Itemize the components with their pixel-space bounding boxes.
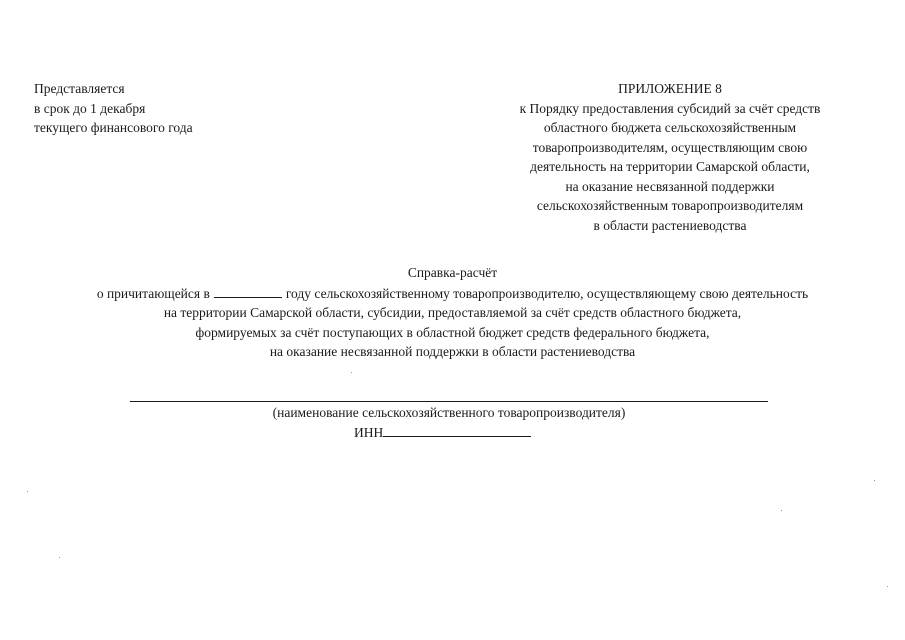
certificate-line-4: на оказание несвязанной поддержки в области растениеводства [269, 344, 636, 359]
inn-row [354, 422, 531, 443]
deadline-line: текущего финансового года [34, 120, 193, 135]
appendix-line: деятельность на территории Самарской области, [530, 159, 810, 174]
producer-name-caption: (наименование сельскохозяйственного товаропроизводителя) [272, 405, 626, 420]
appendix-line: в области растениеводства [593, 217, 747, 233]
appendix-line: на оказание несвязанной поддержки [565, 178, 775, 194]
scan-speck [781, 510, 782, 511]
certificate-line-1 [0, 283, 905, 304]
deadline-line: в срок до 1 декабря [34, 100, 146, 116]
inn-blank [383, 422, 531, 437]
certificate-line-3: формируемых за счёт поступающих в областной бюджет средств федерального бюджета, [195, 324, 710, 340]
deadline-line: Представляется [34, 81, 125, 96]
appendix-title: ПРИЛОЖЕНИЕ 8 [618, 81, 722, 96]
certificate-title-block [0, 263, 905, 362]
appendix-line: к Порядку предоставления субсидий за счёт средств [519, 100, 821, 116]
appendix-line: областного бюджета сельскохозяйственным [543, 120, 797, 135]
scan-speck [59, 557, 60, 558]
appendix-line: товаропроизводителям, осуществляющим свою [532, 139, 808, 155]
certificate-line-2: на территории Самарской области, субсидии, предоставляемой за счёт средств областного бюджета, [163, 305, 742, 320]
year-blank [214, 283, 282, 298]
inn-label: ИНН [354, 425, 384, 440]
scan-speck [27, 491, 28, 492]
scan-speck [351, 372, 352, 373]
scan-speck [887, 586, 888, 587]
appendix-line: сельскохозяйственным товаропроизводителям [536, 198, 804, 213]
scan-speck [874, 480, 875, 481]
deadline-note [34, 79, 193, 138]
certificate-line-1-suffix: году сельскохозяйственному товаропроизводителю, осуществляющему свою деятельность [285, 285, 809, 301]
certificate-line-1-prefix: о причитающейся в [96, 285, 210, 301]
appendix-header [470, 79, 870, 235]
producer-name-line [130, 401, 768, 402]
certificate-heading: Справка-расчёт [407, 265, 498, 280]
